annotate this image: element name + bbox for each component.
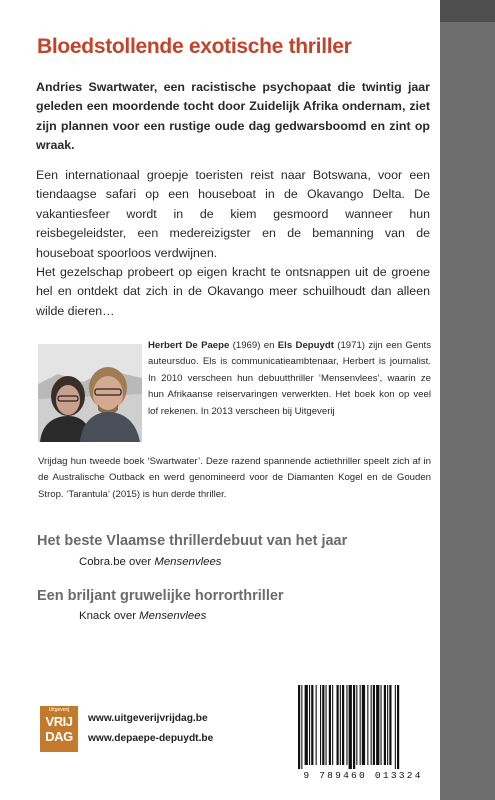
barcode-bar <box>376 685 379 765</box>
book-spine <box>440 0 495 800</box>
author-photo-image <box>38 344 142 442</box>
spine-top-band <box>440 0 495 22</box>
barcode-bar <box>305 685 308 765</box>
barcode-bar <box>340 685 341 765</box>
publisher-logo <box>40 706 78 752</box>
barcode-bar <box>371 685 372 765</box>
barcode-bar <box>329 685 331 765</box>
barcode-bar <box>301 685 302 769</box>
isbn-number: 9 789460 013324 <box>303 770 423 781</box>
review-source-1-name: Cobra.be over <box>79 556 155 568</box>
barcode-bar <box>309 685 310 765</box>
barcode-bar <box>362 685 365 765</box>
barcode-bar <box>337 685 339 765</box>
barcode-bar <box>353 685 355 769</box>
synopsis-paragraph-1: Een internationaal groepje toeristen reist naar Botswana, voor een tiendaagse safari op een houseboat in de Okavango Delta. De vakantiesfeer wordt in de kiem gesmoord wanneer hun reisbegeleidster, een medereizigster en de bemanning van de houseboat spoorloos verdwijnen. <box>36 168 430 260</box>
author-bio-bottom: Vrijdag hun tweede boek ‘Swartwater’. Deze razend spannende actiethriller speelt zich af in de Australische Outback en werd genomineerd voor de Diamanten Kogel en de Gouden Strop. ‘Tarantula’ (2015) is hun derde thriller. <box>38 456 431 500</box>
barcode-bar <box>316 685 317 765</box>
review-quote-2: Een briljant gruwelijke horrorthriller <box>37 588 284 604</box>
barcode-bar <box>381 685 382 765</box>
logo-line-1: VRIJ <box>45 714 73 729</box>
barcode-bar <box>389 685 391 765</box>
barcode-bar <box>349 685 352 769</box>
barcode-bar <box>387 685 388 765</box>
review-source-1-book: Mensenvlees <box>154 556 222 568</box>
barcode-bar <box>346 685 347 765</box>
intro-paragraph: Andries Swartwater, een racistische psychopaat die twintig jaar geleden een moordende tocht door Zuidelijk Afrika ondernam, ziet zijn plannen voor een rustige oude dag gedwarsboomd en zint op wraak. <box>36 80 430 153</box>
barcode-bar <box>384 685 386 765</box>
review-source-2-name: Knack over <box>79 610 140 622</box>
barcode <box>292 683 434 769</box>
cover-headline: Bloedstollende exotische thriller <box>37 35 352 58</box>
author-name-2: Els Depuydt <box>277 340 334 351</box>
author-bio-top <box>148 338 431 420</box>
author-year-1: (1969) en <box>229 340 278 351</box>
logo-small-text: Uitgeverij <box>48 707 70 713</box>
author-name-1: Herbert De Paepe <box>148 340 230 351</box>
review-source-2 <box>79 610 206 622</box>
barcode-bar <box>326 685 327 765</box>
review-source-1 <box>79 556 221 568</box>
barcode-bar <box>322 685 324 765</box>
barcode-bar <box>311 685 313 765</box>
review-quote-1: Het beste Vlaamse thrillerdebuut van het jaar <box>37 533 348 549</box>
barcode-bar <box>367 685 368 765</box>
barcode-bar <box>395 685 396 769</box>
author-photo <box>38 344 142 442</box>
author-bio-text-1: zijn een Gents auteursduo. Els is communicatieambtenaar, Herbert is journalist. In 2010 verscheen hun debuutthriller ‘Mensenvlees’, waarin ze hun Afrikaanse reiservaringen verwerkten. Het boek kon op veel lof rekenen. In 2013 verscheen bij Uitgeverij <box>148 340 432 417</box>
barcode-bar <box>373 685 375 765</box>
author-url[interactable]: www.depaepe-depuydt.be <box>88 733 214 744</box>
logo-line-2: DAG <box>45 729 73 744</box>
review-source-2-book: Mensenvlees <box>139 610 207 622</box>
barcode-bar <box>320 685 321 765</box>
barcode-bar <box>397 685 399 769</box>
barcode-bar <box>342 685 344 765</box>
barcode-bar <box>356 685 357 765</box>
barcode-bar <box>298 685 300 769</box>
synopsis-paragraph-2: Het gezelschap probeert op eigen kracht te ontsnappen uit de groene hel en ontdekt dat zich in de Okavango meer schuilhoudt dan alleen wilde dieren… <box>36 265 430 318</box>
barcode-bar <box>332 685 333 765</box>
publisher-url[interactable]: www.uitgeverijvrijdag.be <box>88 713 208 724</box>
barcode-bar <box>360 685 361 765</box>
author-year-2: (1971) <box>333 340 365 351</box>
